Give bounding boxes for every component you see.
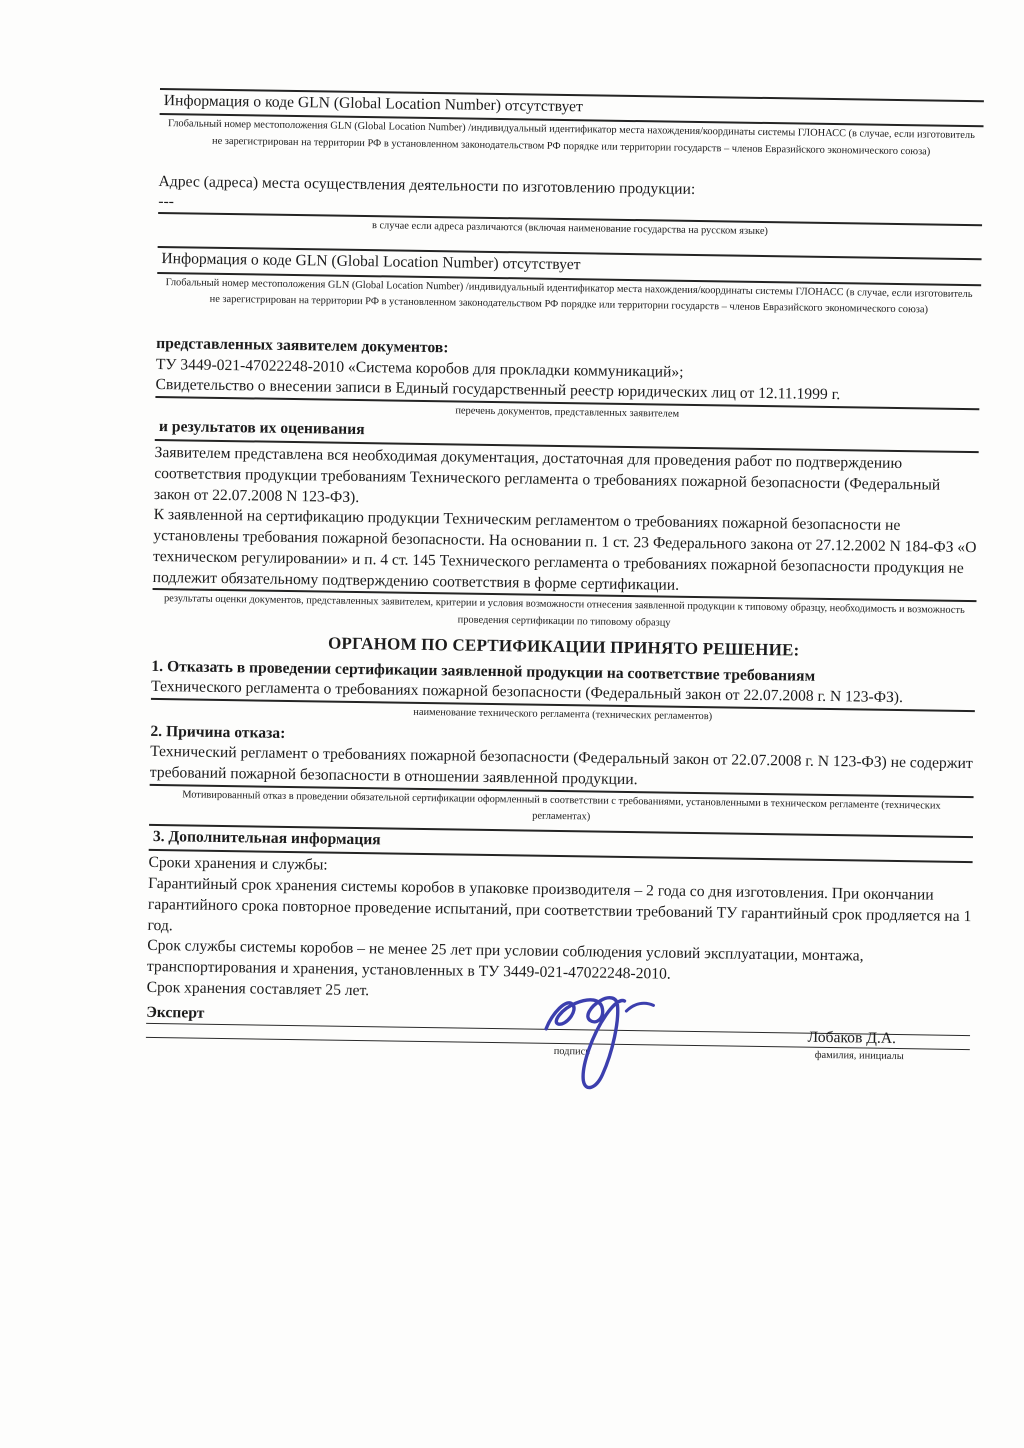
- additional-info-paragraph: Гарантийный срок хранения системы коробов в упаковке производителя – 2 года со дня изготовления. При окончании гарантийного срока повторное проведение испытаний, при соответствии требований ТУ гарантийный срок продляется на 1 год.: [147, 875, 972, 934]
- signature-caption: подпись: [553, 1045, 591, 1058]
- expert-name: Лобаков Д.А.: [807, 1028, 897, 1047]
- results-paragraph-2: К заявленной на сертификацию продукции Техническим регламентом о требованиях пожарной безопасности не установлены требования пожарной безопасности. На основании п. 1 ст. 23 Федерального закона от 27.12.2002 N 184-ФЗ «О техническом регулировании» и п. 4 ст. 145 Технического регламента о требованиях пожарной безопасности продукция не подлежит обязательному подтверждению соответствия в форме сертификации.: [152, 506, 977, 594]
- address-section: [158, 172, 983, 245]
- results-heading: и результатов их оценивания: [155, 416, 979, 453]
- address-note: в случае если адреса различаются (включая наименование государства на русском языке): [371, 220, 769, 238]
- results-section: [152, 416, 979, 637]
- refusal-item-2-body: Технический регламент о требованиях пожарной безопасности (Федеральный закон от 22.07.2008 г. N 123-ФЗ) не содержит требований пожарной безопасности в отношении заявленной продукции.: [149, 742, 973, 788]
- address-value: ---: [158, 193, 175, 211]
- document-item: ТУ 3449-021-47022248-2010 «Система коробов для прокладки коммуникаций»;: [155, 355, 684, 381]
- gln-note-1: Глобальный номер местоположения GLN (Global Location Number) /индивидуальный идентификатор места нахождения/координаты системы ГЛОНАСС (в случае, если изготовитель не зарегистрирован на территории РФ в установленном законодательством РФ порядке или территории государств – членов Евразийского экономического союза): [167, 118, 975, 158]
- decision-heading: ОРГАНОМ ПО СЕРТИФИКАЦИИ ПРИНЯТО РЕШЕНИЕ:: [327, 633, 800, 660]
- additional-info-heading: 3. Дополнительная информация: [149, 826, 973, 863]
- gln-heading-2: Информация о коде GLN (Global Location Number) отсутствует: [161, 250, 581, 274]
- results-paragraph-1: Заявителем представлена вся необходимая документация, достаточная для проведения работ по подтверждению соответствия продукции требованиям Технического регламента о требованиях пожарной безопасности (Федеральный закон от 22.07.2008 N 123-ФЗ).: [153, 444, 941, 506]
- gln-heading-1: Информация о коде GLN (Global Location Number) отсутствует: [163, 92, 583, 116]
- gln-note-2: Глобальный номер местоположения GLN (Global Location Number) /индивидуальный идентификатор места нахождения/координаты системы ГЛОНАСС (в случае, если изготовитель не зарегистрирован на территории РФ в установленном законодательством РФ порядке или территории государств – членов Евразийского экономического союза): [165, 276, 973, 316]
- refusal-item-1-heading: 1. Отказать в проведении сертификации заявленной продукции на соответствие требованиям: [151, 657, 816, 685]
- gln-info-section-2: [157, 246, 982, 320]
- document-item: Свидетельство о внесении записи в Единый государственный реестр юридических лиц от 12.11.1999 г.: [155, 376, 841, 404]
- name-caption: фамилия, инициалы: [814, 1049, 904, 1063]
- document-content: [146, 88, 984, 1070]
- expert-label: Эксперт: [146, 1003, 205, 1022]
- refusal-item-1-body: Технического регламента о требованиях пожарной безопасности (Федеральный закон от 22.07.2008 г. N 123-ФЗ).: [150, 678, 904, 707]
- additional-info-paragraph: Срок хранения составляет 25 лет.: [146, 978, 370, 1000]
- results-note: результаты оценки документов, представленных заявителем, критерии и условия возможности отнесения заявленной продукции к типовому образцу, необходимость и возможность проведения сертификации по типовому образцу: [163, 593, 965, 629]
- refusal-item-1: [151, 657, 976, 730]
- refusal-item-1-note: наименование технического регламента (технических регламентов): [413, 706, 713, 723]
- additional-info-paragraph: Сроки хранения и службы:: [148, 854, 328, 875]
- expert-signature-block: [146, 1003, 971, 1070]
- address-heading: Адрес (адреса) места осуществления деятельности по изготовлению продукции:: [158, 172, 696, 198]
- documents-note: перечень документов, представленных заявителем: [455, 405, 680, 420]
- refusal-item-2-heading: 2. Причина отказа:: [150, 722, 286, 742]
- documents-heading: представленных заявителем документов:: [156, 335, 449, 357]
- refusal-item-2-note: Мотивированный отказ в проведении обязательной сертификации оформленный в соответствии с требованиями, установленными в техническом регламенте (технических регламентах): [182, 788, 941, 823]
- gln-info-section-1: [159, 88, 984, 162]
- additional-info-section: [146, 824, 972, 1011]
- refusal-item-2: [149, 722, 974, 833]
- documents-section: [155, 334, 980, 428]
- additional-info-paragraph: Срок службы системы коробов – не менее 25 лет при условии соблюдения условий эксплуатации, монтажа, транспортирования и хранения, установленных в ТУ 3449-021-47022248-2010.: [146, 937, 864, 983]
